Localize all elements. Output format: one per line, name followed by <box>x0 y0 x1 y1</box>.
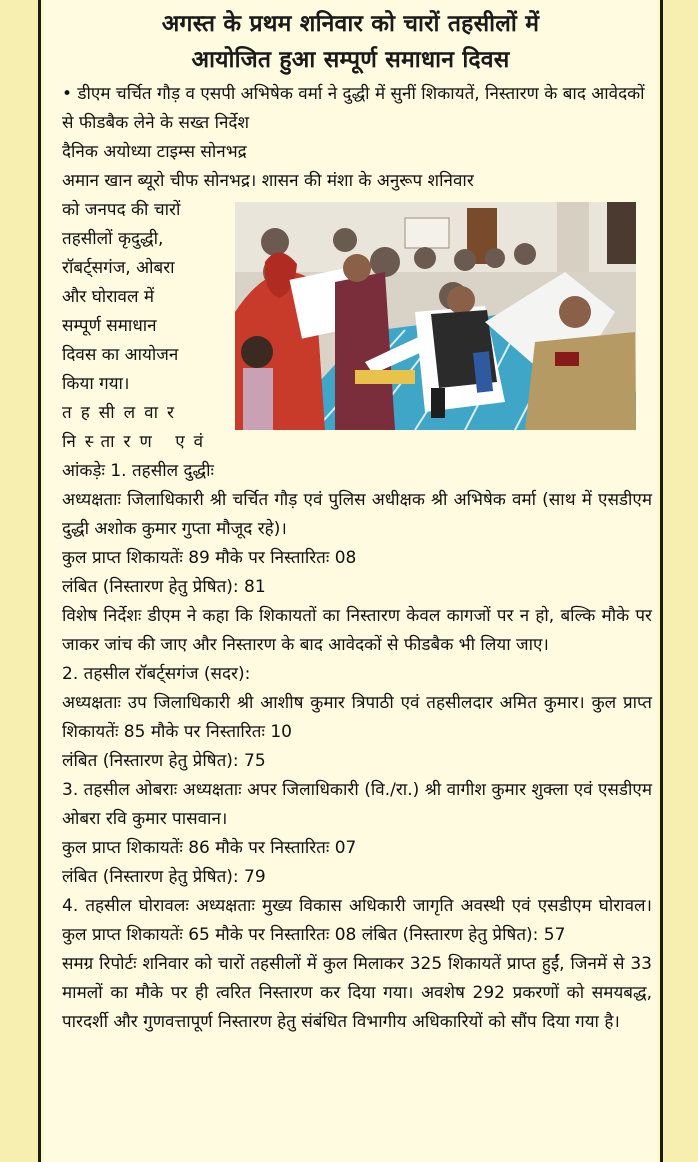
body-line: लंबित (निस्तारण हेतु प्रेषित): 75 <box>62 751 266 771</box>
body-line: लंबित (निस्तारण हेतु प्रेषित): 81 <box>62 577 266 597</box>
wrap-line: रॉबर्ट्सगंज, ओबरा <box>62 258 175 278</box>
column-rule-right <box>660 0 663 1162</box>
page-edge-right <box>662 0 698 1162</box>
body-line: अध्यक्षताः उप जिलाधिकारी श्री आशीष कुमार त्रिपाठी एवं तहसीलदार अमित कुमार। कुल प्राप्त शिकायतेंः 85 मौके पर निस्तारितः 10 <box>62 693 652 742</box>
lead-block <box>62 80 652 196</box>
wrap-line: निस्तारण एवं <box>62 432 213 452</box>
body-line: आंकड़ेः 1. तहसील दुद्धीः <box>62 461 214 481</box>
wrap-line: दिवस का आयोजन <box>62 345 179 365</box>
source-line: दैनिक अयोध्या टाइम्स सोनभद्र <box>62 142 247 162</box>
body-line: 4. तहसील घोरावलः अध्यक्षताः मुख्य विकास अधिकारी जागृति अवस्थी एवं एसडीएम घोरावल।कुल प्राप्त शिकायतेंः 65 मौके पर निस्तारितः 08 लंबित (निस्तारण हेतु प्रेषित): 57 <box>62 896 652 945</box>
byline-intro: अमान खान ब्यूरो चीफ सोनभद्र। शासन की मंशा के अनुरूप शनिवार <box>62 171 474 191</box>
wrap-line: और घोरावल में <box>62 287 155 307</box>
page-edge-left <box>0 0 38 1162</box>
headline-line-1: अगस्त के प्रथम शनिवार को चारों तहसीलों में <box>161 11 540 37</box>
body-line: कुल प्राप्त शिकायतेंः 89 मौके पर निस्तारितः 08 <box>62 548 357 568</box>
wrap-line: तहसीलों कृदुद्धी, <box>62 229 164 249</box>
headline <box>44 0 657 78</box>
column-rule-left <box>38 0 41 1162</box>
headline-line-2: आयोजित हुआ सम्पूर्ण समाधान दिवस <box>191 47 510 73</box>
body-line: समग्र रिपोर्टः शनिवार को चारों तहसीलों में कुल मिलाकर 325 शिकायतें प्राप्त हुईं, जिनमें से 33 मामलों का मौके पर ही त्वरित निस्तारण कर दिया गया। अवशेष 292 प्रकरणों को समयबद्ध, पारदर्शी और गुणवत्तापूर्ण निस्तारण हेतु संबंधित विभागीय अधिकारियों को सौंप दिया गया है। <box>62 954 652 1032</box>
lead-bullet: • डीएम चर्चित गौड़ व एसपी अभिषेक वर्मा ने दुद्धी में सुनीं शिकायतें, निस्तारण के बाद आवेदकों से फीडबैक लेने के सख्त निर्देश <box>62 84 645 133</box>
body-line: कुल प्राप्त शिकायतेंः 86 मौके पर निस्तारितः 07 <box>62 838 357 858</box>
body-line: 2. तहसील रॉबर्ट्सगंज (सदर): <box>62 664 251 684</box>
wrap-line: सम्पूर्ण समाधान <box>62 316 157 336</box>
body-line: 3. तहसील ओबराः अध्यक्षताः अपर जिलाधिकारी (वि./रा.) श्री वागीश कुमार शुक्ला एवं एसडीएम ओबरा रवि कुमार पासवान। <box>62 780 652 829</box>
wrapped-text <box>62 196 250 457</box>
wrap-line: तहसीलवार <box>62 403 183 423</box>
body-line: विशेष निर्देशः डीएम ने कहा कि शिकायतों का निस्तारण केवल कागजों पर न हो, बल्कि मौके पर जाकर जांच की जाए और निस्तारण के बाद आवेदकों से फीडबैक भी लिया जाए। <box>62 606 652 655</box>
meeting-photo-icon <box>235 202 636 430</box>
body-line: लंबित (निस्तारण हेतु प्रेषित): 79 <box>62 867 266 887</box>
news-article <box>44 0 657 1162</box>
body-text <box>62 457 652 1037</box>
body-line: अध्यक्षताः जिलाधिकारी श्री चर्चित गौड़ एवं पुलिस अधीक्षक श्री अभिषेक वर्मा (साथ में एसडीएम दुद्धी अशोक कुमार गुप्ता मौजूद रहे)। <box>62 490 652 539</box>
wrap-line: को जनपद की चारों <box>62 200 181 220</box>
wrap-line: किया गया। <box>62 374 130 394</box>
